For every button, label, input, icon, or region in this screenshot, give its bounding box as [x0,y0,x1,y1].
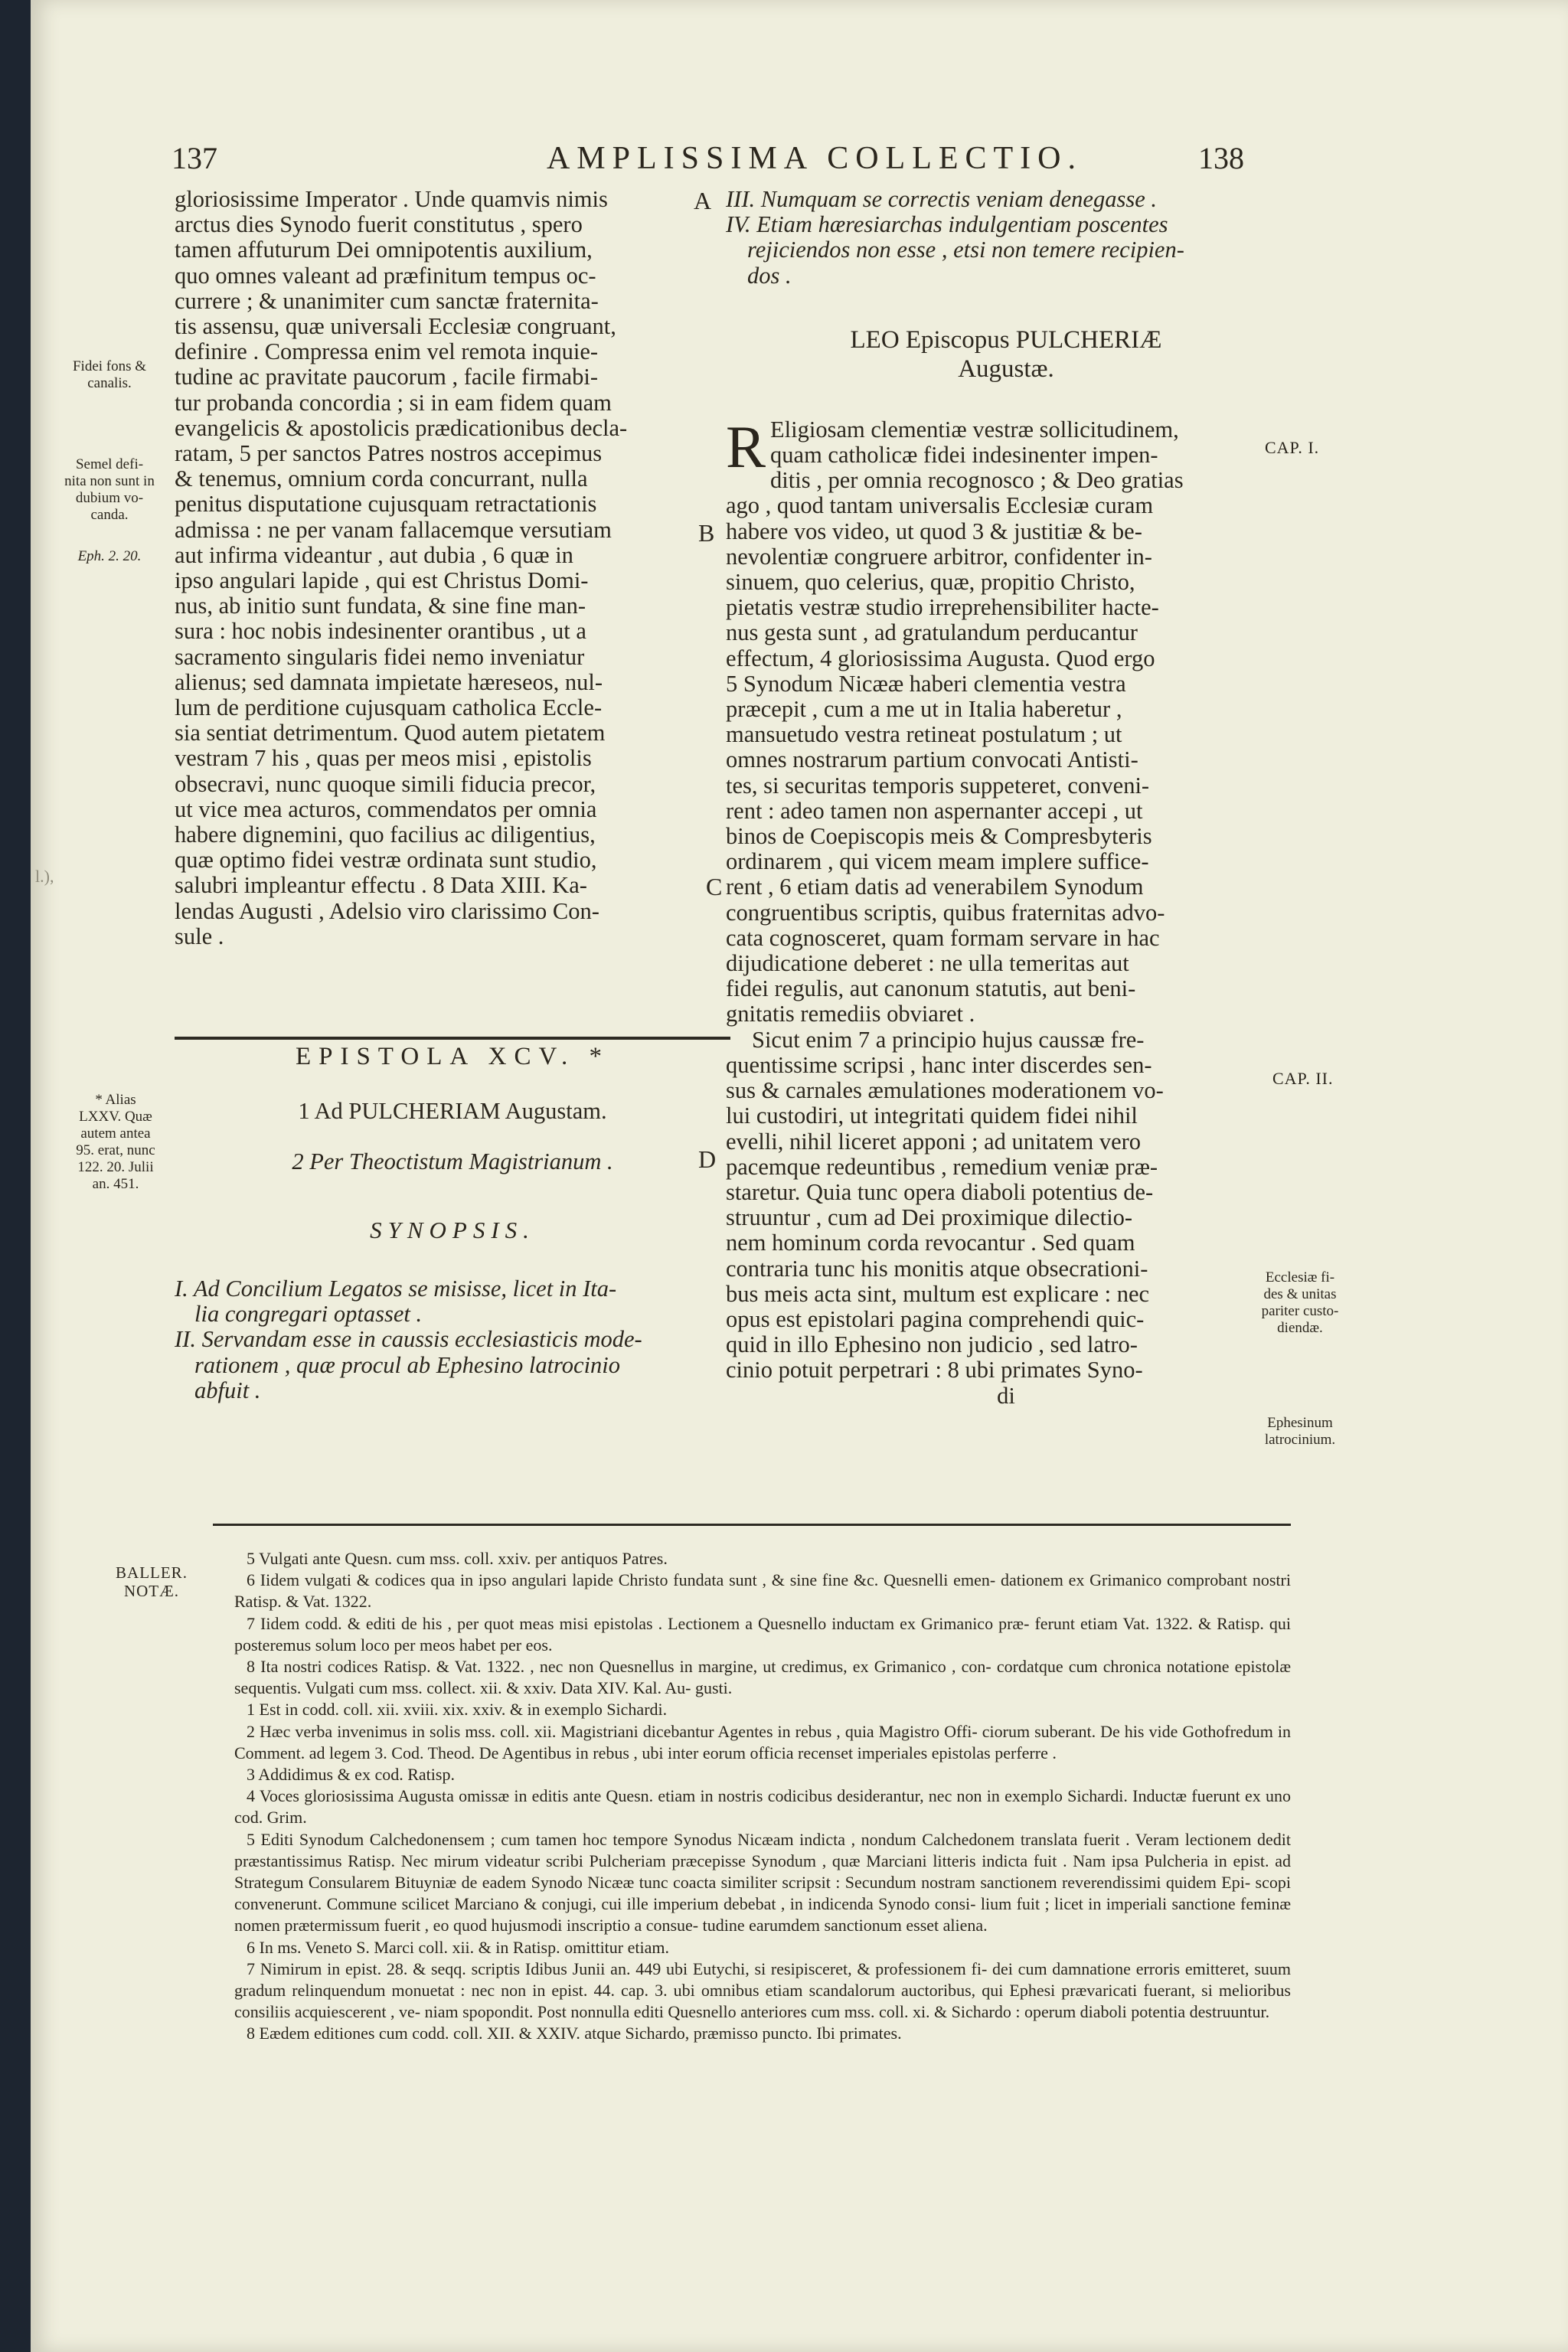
footnote: 3 Addidimus & ex cod. Ratisp. [247,1765,455,1785]
text-line: struuntur , cum ad Dei proximique dilectio- [726,1204,1133,1231]
text-line: ipso angulari lapide , qui est Christus Domi- [175,567,589,594]
text-line: congruentibus scriptis, quibus fraternitas advo- [726,899,1165,926]
text-line: aut infirma videantur , aut dubia , 6 quæ in [175,541,573,568]
chapter-mark-2: CAP. II. [1272,1069,1334,1088]
footnotes [234,1548,1291,2045]
text-line: sus & carnales æmulationes moderationem vo- [726,1077,1164,1104]
text-line: rent , 6 etiam datis ad venerabilem Synodum [726,874,1144,900]
drop-cap: R [726,413,766,480]
section-rule [175,1037,730,1040]
text-line: mansuetudo vestra retineat postulatum ; ut [726,721,1122,748]
text-line: tudine ac pravitate paucorum , facile firmabi- [175,364,598,390]
chapter-mark-1: CAP. I. [1265,438,1320,457]
letter-heading-sub: Augustæ. [958,354,1054,383]
text-line: opus est epistolari pagina comprehendi quic- [726,1305,1145,1332]
text-line: arctus dies Synodo fuerit constitutus , spero [175,211,583,238]
text-line: tes, si securitas temporis suppeteret, conveni- [726,772,1150,799]
text-line: quam catholicæ fidei indesinenter impen- [770,442,1158,469]
text-line: vestram 7 his , quas per meos misi , epistolis [175,745,592,772]
text-line: ditis , per omnia recognosco ; & Deo gratias [770,467,1184,494]
text-line: gnitatis remediis obviaret . [726,1001,975,1027]
footnote: 5 Editi Synodum Calchedonensem ; cum tamen hoc tempore Synodus Nicæam indicta , nondum Calchedonem translata fuerit . Veram lectionem dedit præstantissimus Ratisp. Nec mirum videatur scribi Pulcheriam præcepisse Synodum , quæ Marciani litteris indicta fuit . Nam ipsa Pulcheria in epist. ad Strategum Consularem Bituyniæ de eadem Synodo Nicææ tunc coacta similiter scripsit : Secundum nostram sanctionem reverendissimi quidem Epi- scopi convenerunt. Commune scilicet Marciano & conjugi, cui ille imperium debebat , in indicenda Synodo consi- lium fuit ; licet in imperiali sanctione feminæ nomen prætermissum fuerit , eo quod hujusmodi inscriptio a consue- tudine earumdem sanctionum esset aliena. [234,1829,1291,1936]
margin-note-ecclesiae: Ecclesiæ fi- des & unitas pariter custo- diendæ. [1261,1269,1339,1336]
margin-note-semel: Semel defi- nita non sunt in dubium vo- canda. [64,456,155,523]
text-line: nus gesta sunt , ad gratulandum perducantur [726,619,1138,646]
text-line: staretur. Quia tunc opera diaboli potentius de- [726,1178,1154,1205]
text-line: tamen affuturum Dei omnipotentis auxilium, [175,237,593,263]
synopsis-heading: SYNOPSIS. [370,1216,535,1243]
section-letter-c: C [706,873,723,900]
text-line: Eligiosam clementiæ vestræ sollicitudinem, [770,416,1179,443]
text-line: nem hominum corda revocantur . Sed quam [726,1230,1135,1256]
synopsis-item: IV. Etiam hæresiarchas indulgentiam poscentes [726,211,1168,238]
text-line: quentissime scripsi , hanc inter discerdes sen- [726,1051,1152,1078]
text-line: gloriosissime Imperator . Unde quamvis nimis [175,186,608,212]
book-page [31,0,1568,2352]
footnote: 7 Nimirum in epist. 28. & seqq. scriptis Idibus Junii an. 449 ubi Eutychi, si resipisceret, & professionem fi- dei cum damnatione erroris emitteret, suum gradum relinquendum monuetat : nec non in epist. 44. cap. 3. ubi omnibus etiam scandalorum auctoribus, qui Ephesi prævaricati fuerant, si melioribus consiliis acquiescerent , ve- niam spopondit. Post nonnulla editi Quesnello anteriores cum mss. coll. xi. & Sichardo : operum diaboli potentia destruuntur. [234,1958,1291,2022]
text-line: binos de Coepiscopis meis & Compresbyteris [726,823,1152,850]
text-line: cinio potuit perpetrari : 8 ubi primates Syno- [726,1357,1143,1383]
synopsis-item: II. Servandam esse in caussis ecclesiasticis mode- [175,1326,642,1353]
margin-note-eph: Eph. 2. 20. [77,548,142,564]
synopsis-continued [726,187,1286,289]
text-line: sia sentiat detrimentum. Quod autem pietatem [175,720,606,746]
synopsis-item: I. Ad Concilium Legatos se misisse, licet in Ita- [175,1275,617,1302]
text-line: lendas Augusti , Adelsio viro clarissimo Con- [175,897,599,924]
text-line: nevolentiæ congruere arbitror, confidenter in- [726,543,1152,570]
text-line: & tenemus, omnium corda concurrant, nulla [175,466,588,492]
right-column [726,187,1286,1409]
footnote: 7 Iidem codd. & editi de his , per quot meas misi epistolas . Lectionem a Quesnello inductam ex Grimanico præ- ferunt etiam Vat. 1322. & Ratisp. qui posteremus solum loco per meos habet per eos. [234,1613,1291,1655]
footnote: 1 Est in codd. coll. xii. xviii. xix. xxiv. & in exemplo Sichardi. [247,1700,668,1720]
letter-text-right [726,413,1286,1409]
edge-mark: l.), [35,867,54,886]
text-line: bus meis acta sint, multum est explicare : nec [726,1280,1150,1307]
footnote: 6 In ms. Veneto S. Marci coll. xii. & in Ratisp. omittitur etiam. [247,1937,669,1957]
text-line: quæ optimo fidei vestræ ordinata sunt studio, [175,847,597,874]
text-line: evangelicis & apostolicis prædicationibus decla- [175,414,628,441]
text-line: effectum, 4 gloriosissima Augusta. Quod ergo [726,645,1155,671]
epistola-title: EPISTOLA XCV. * [295,1043,610,1071]
footnote: 6 Iidem vulgati & codices qua in ipso angulari lapide Christo fundata sunt , & sine fine &c. Quesnelli emen- dationem ex Grimanico comprobant nostri Ratisp. & Vat. 1322. [234,1570,1291,1612]
letter-text-left [175,187,730,949]
margin-note-ephesinum: Ephesinum latrocinium. [1264,1415,1336,1448]
synopsis-item: III. Numquam se correctis veniam denegasse . [726,186,1157,212]
section-letter-a: A [694,187,712,214]
text-line: nus, ab initio sunt fundata, & sine fine man- [175,593,586,619]
text-line: evelli, nihil liceret apponi ; ad unitatem vero [726,1128,1142,1155]
text-line: alienus; sed damnata impietate hæreseos, nul- [175,668,603,695]
epistola-addressee: 1 Ad PULCHERIAM Augustam. [298,1098,607,1125]
page-title: AMPLISSIMA COLLECTIO. [546,141,1083,176]
text-line: admissa : ne per vanam fallacemque versutiam [175,516,612,543]
text-line: lui custodiri, ut integritati quidem fidei nihil [726,1102,1138,1129]
text-line: cata cognosceret, quam formam servare in hac [726,924,1160,951]
text-line: rent : adeo tamen non aspernanter accepi , ut [726,797,1143,824]
section-letter-d: D [698,1145,717,1173]
text-line: ratam, 5 per sanctos Patres nostros accepimus [175,440,603,467]
text-line: sacramento singularis fidei nemo inveniatur [175,643,585,670]
text-line: lum de perditione cujusquam catholica Eccle- [175,694,603,721]
margin-note-fidei: Fidei fons & canalis. [72,358,147,391]
text-line: currere ; & unanimiter cum sanctæ fraternita- [175,287,599,314]
text-line: di [997,1382,1015,1409]
text-line: Sicut enim 7 a principio hujus caussæ fre- [752,1026,1145,1053]
synopsis-item: rationem , quæ procul ab Ephesino latrocinio [194,1351,621,1378]
text-line: ut vice mea acturos, commendatos per omnia [175,795,597,822]
text-line: 5 Synodum Nicææ haberi clementia vestra [726,670,1126,697]
text-line: definire . Compressa enim vel remota inquie- [175,338,599,365]
synopsis-item: dos . [747,262,792,289]
text-line: fidei regulis, aut canonum statutis, aut beni- [726,975,1136,1002]
synopsis-item: abfuit . [194,1377,261,1403]
page-header [31,140,1568,186]
text-line: ordinarem , qui vicem meam implere suffice- [726,848,1149,875]
text-line: pietatis vestræ studio irreprehensibiliter hacte- [726,594,1159,621]
footnote: 8 Ita nostri codices Ratisp. & Vat. 1322. , nec non Quesnellus in margine, ut credimus, ex Grimanico , con- cordatque cum chronica notatione epistolæ sequentis. Vulgati cum mss. collect. xii. & xxiv. Data XIV. Kal. Au- gusti. [234,1657,1291,1698]
page-number-left: 137 [172,141,217,175]
footnote: 2 Hæc verba invenimus in solis mss. coll. xii. Magistriani dicebantur Agentes in rebus , quia Magistro Offi- ciorum suberant. De his vide Gothofredum in Comment. ad legem 3. Cod. Theod. De Agentibus in rebus , ubi inter eorum officia recenset imperiales epistolas perferre . [234,1721,1291,1762]
text-line: sinuem, quo celerius, quæ, propitio Christo, [726,569,1135,596]
left-column [175,187,730,1403]
text-line: salubri impleantur effectu . 8 Data XIII. Ka- [175,872,587,899]
footnote: 4 Voces gloriosissima Augusta omissæ in editis ante Quesn. etiam in nostris codicibus desiderantur, nec non in exemplo Sichardi. Inductæ fuerunt ex uno cod. Grim. [234,1786,1291,1828]
text-line: obsecravi, nunc quoque simili fiducia precor, [175,770,596,797]
text-line: habere dignemini, quo facilius ac diligentius, [175,822,596,848]
margin-note-alias: * Alias LXXV. Quæ autem antea 95. erat, nunc 122. 20. Julii an. 451. [76,1092,155,1192]
text-line: omnes nostrarum partium convocati Antisti- [726,746,1138,773]
synopsis-item: rejiciendos non esse , etsi non temere recipien- [747,237,1184,263]
letter-heading-main: LEO Episcopus PULCHERIÆ [850,325,1162,354]
footnote: 5 Vulgati ante Quesn. cum mss. coll. xxiv. per antiquos Patres. [247,1549,668,1568]
text-line: contraria tunc his monitis atque obsecrationi- [726,1255,1148,1282]
text-line: sura : hoc nobis indesinenter orantibus , ut a [175,618,586,645]
footnote: 8 Eædem editiones cum codd. coll. XII. & XXIV. atque Sichardo, præmisso puncto. Ibi primates. [247,2024,902,2043]
text-line: tur probanda concordia ; si in eam fidem quam [175,389,612,416]
synopsis-list [175,1276,730,1403]
text-line: pacemque redeuntibus , remedium veniæ præ- [726,1153,1158,1180]
notes-rule [213,1524,1291,1526]
text-line: ago , quod tantam universalis Ecclesiæ curam [726,492,1154,519]
synopsis-item: lia congregari optasset . [194,1301,423,1328]
text-line: præcepit , cum a me ut in Italia haberetur , [726,696,1122,723]
text-line: quid in illo Ephesino non judicio , sed latro- [726,1331,1138,1358]
text-line: sule . [175,923,224,949]
text-line: tis assensu, quæ universali Ecclesiæ congruant, [175,313,616,340]
epistola-carrier: 2 Per Theoctistum Magistrianum . [292,1148,613,1174]
section-letter-b: B [698,519,715,547]
text-line: penitus disputatione cujusquam retractationis [175,491,597,518]
text-line: dijudicatione deberet : ne ulla temeritas aut [726,950,1129,977]
text-line: quo omnes valeant ad præfinitum tempus oc- [175,262,596,289]
notes-label: BALLER. NOTÆ. [116,1563,188,1600]
text-line: habere vos video, ut quod 3 & justitiæ & be- [726,518,1142,544]
page-number-right: 138 [1198,141,1244,175]
letter-heading [726,325,1286,384]
